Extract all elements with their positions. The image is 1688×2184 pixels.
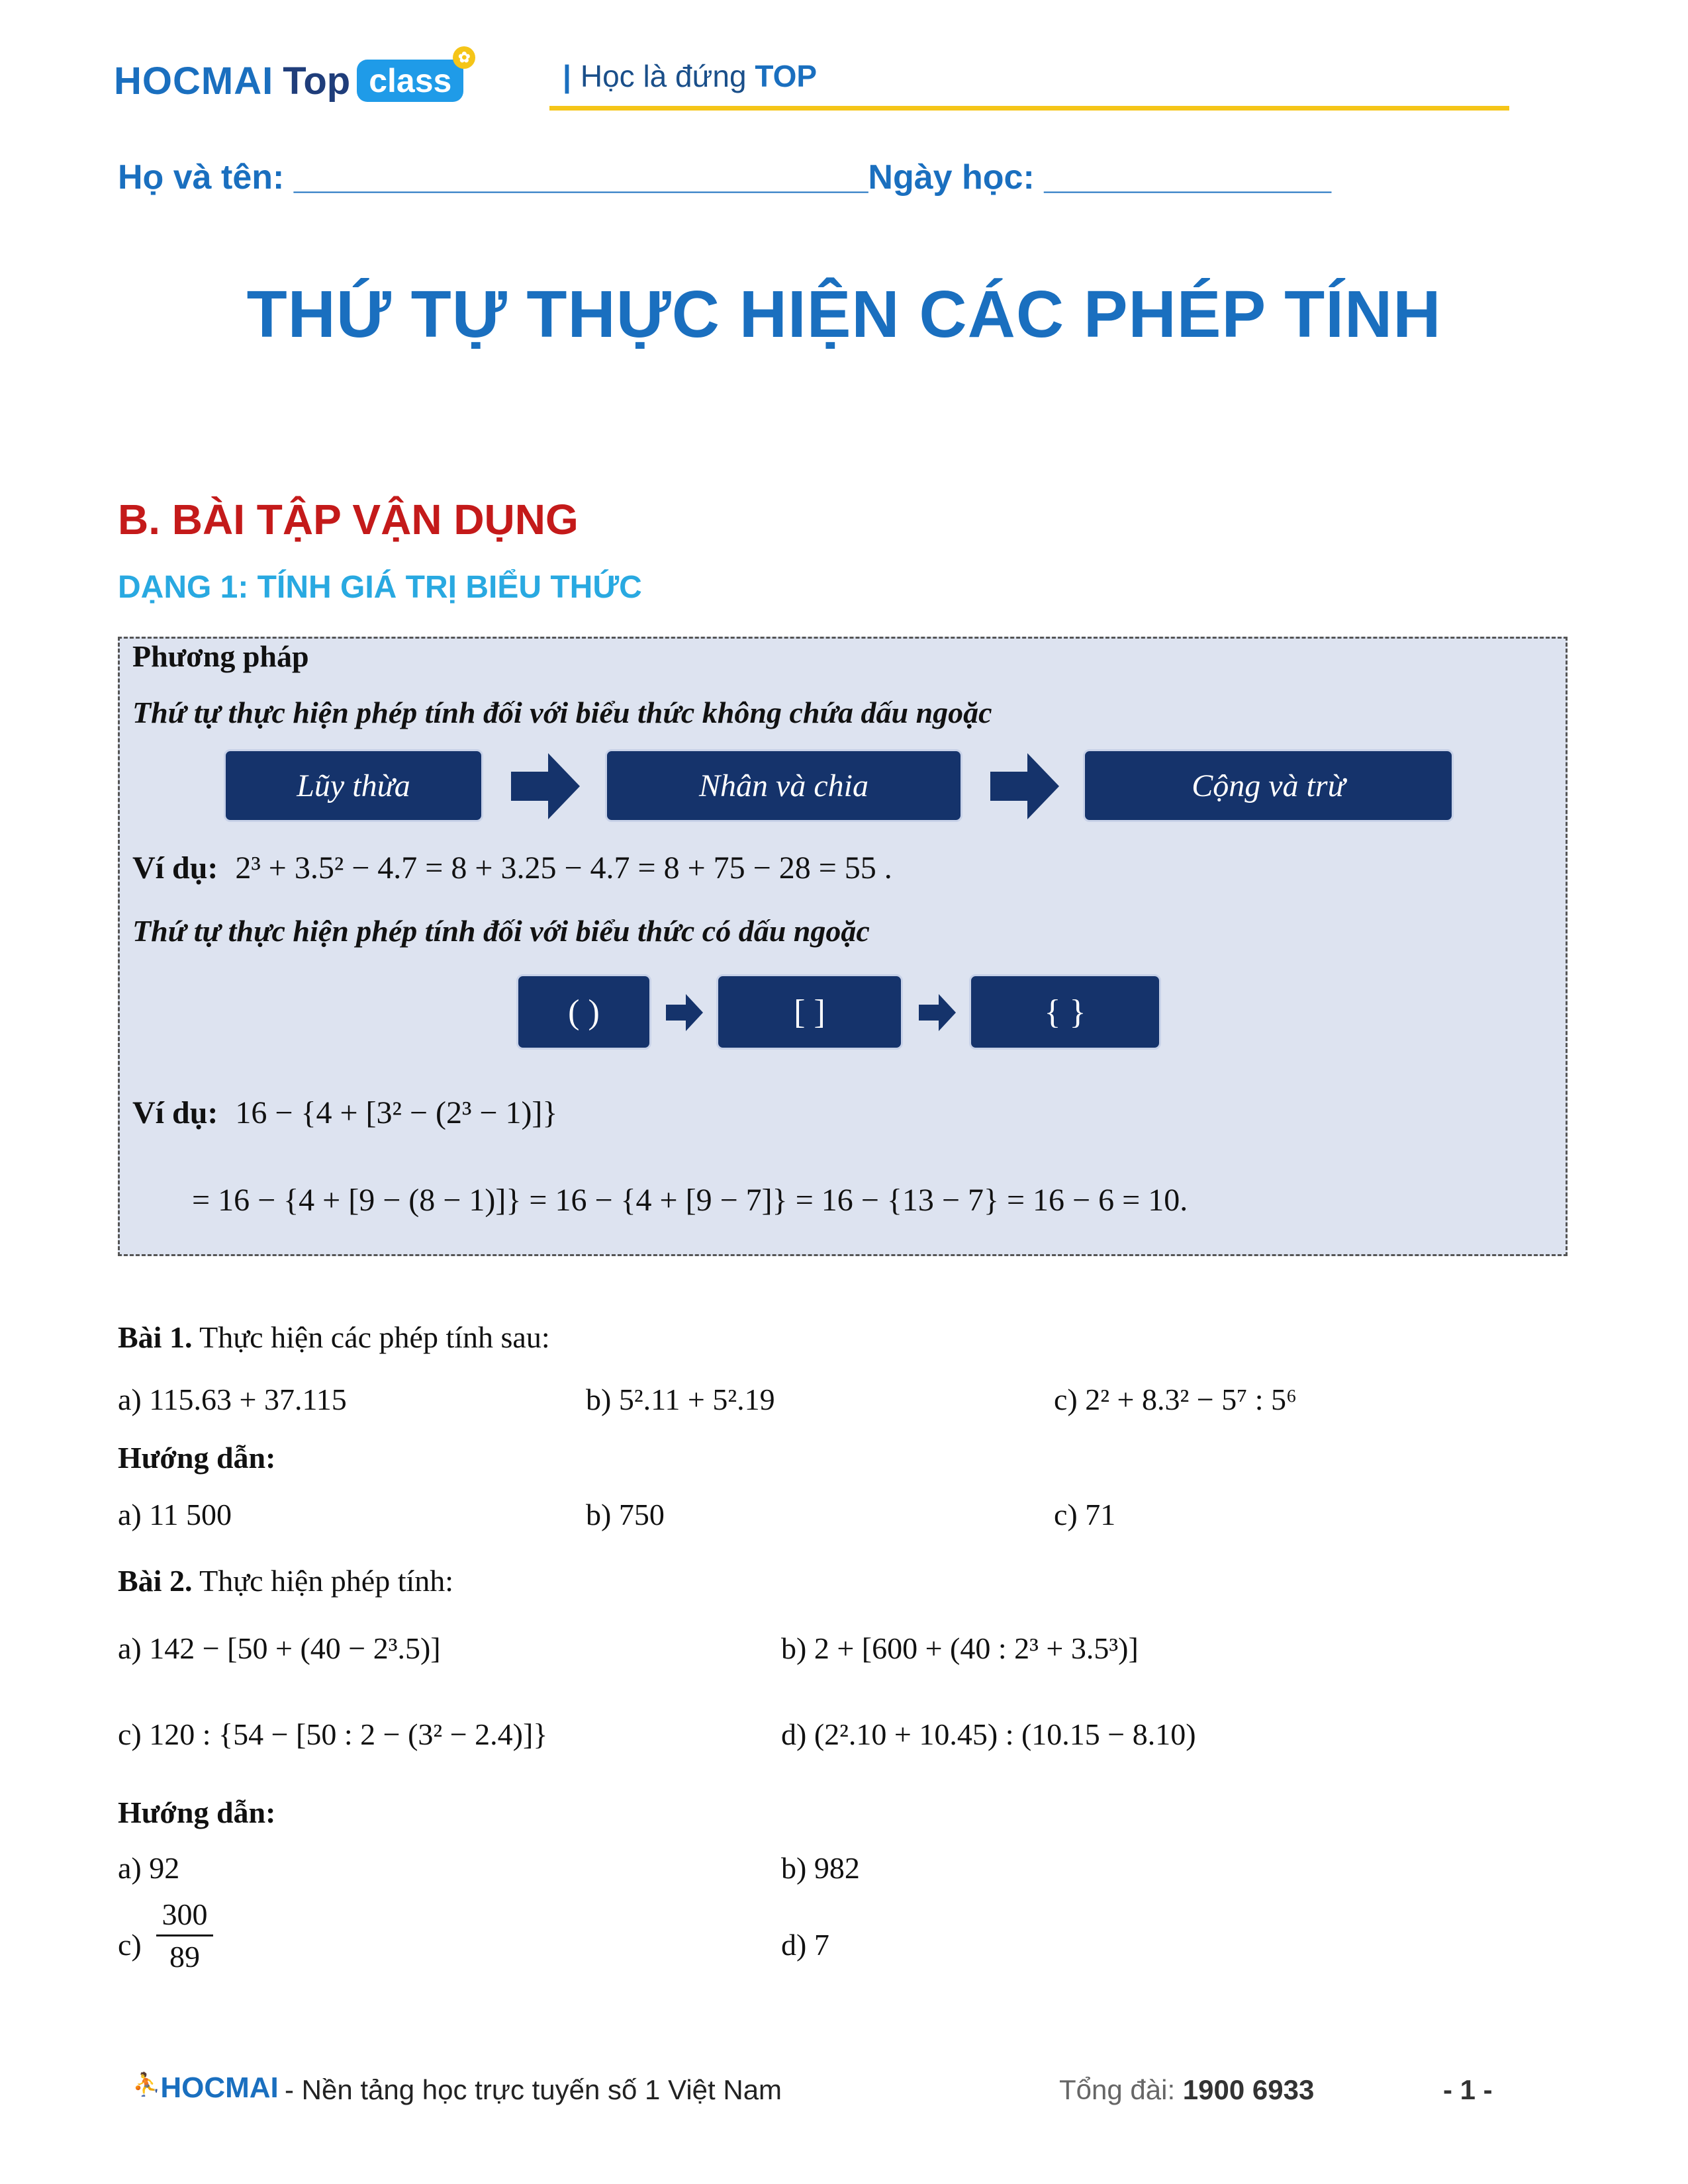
footer-logo-icon: ⛹ — [132, 2072, 161, 2097]
fraction-denominator: 89 — [169, 1940, 200, 1974]
arrow-right-icon — [919, 994, 956, 1034]
exercise-1-answer-a: a) 11 500 — [118, 1498, 232, 1531]
bracket-box-curly: { } — [969, 974, 1161, 1050]
exercise-2-item-a: a) 142 − [50 + (40 − 2³.5)] — [118, 1631, 441, 1665]
fraction-numerator: 300 — [162, 1897, 208, 1931]
exercise-2-heading — [118, 1563, 453, 1598]
name-date-row: Họ và tên: ______________________________Ngày học: _______________ — [118, 158, 1332, 197]
tagline-top: TOP — [755, 59, 818, 93]
exercise-1-item-a: a) 115.63 + 37.115 — [118, 1383, 347, 1416]
hotline-label: Tổng đài: — [1059, 2074, 1176, 2105]
exercise-2-text: Thực hiện phép tính: — [199, 1564, 454, 1598]
exercise-2-answer-b: b) 982 — [781, 1851, 860, 1885]
footer-tagline: - Nền tảng học trực tuyến số 1 Việt Nam — [285, 2074, 782, 2105]
fraction-bar — [156, 1934, 213, 1936]
exercise-1-item-c: c) 2² + 8.3² − 5⁷ : 5⁶ — [1054, 1383, 1297, 1416]
footer-hotline — [1059, 2074, 1314, 2106]
exercise-1-answer-b: b) 750 — [586, 1498, 665, 1531]
exercise-1-answer-c: c) 71 — [1054, 1498, 1116, 1531]
exercise-2-answer-c-label: c) — [118, 1928, 142, 1962]
tagline-text: Học là đứng — [580, 59, 747, 93]
exercise-1-label: Bài 1. — [118, 1320, 193, 1354]
hocmai-topclass-logo — [114, 49, 471, 107]
exercise-2-answer-d: d) 7 — [781, 1928, 829, 1962]
star-icon: ✿ — [453, 46, 475, 69]
example-label: Ví dụ: — [132, 1095, 218, 1130]
method-rule-1: Thứ tự thực hiện phép tính đối với biểu thức không chứa dấu ngoặc — [132, 696, 992, 729]
subsection-heading: DẠNG 1: TÍNH GIÁ TRỊ BIỂU THỨC — [118, 570, 642, 605]
logo-top-text: Top — [283, 59, 351, 103]
example-2-line-1 — [132, 1095, 557, 1131]
tagline — [563, 58, 817, 94]
hotline-number: 1900 6933 — [1182, 2074, 1315, 2105]
exercise-2-answer-a: a) 92 — [118, 1851, 180, 1885]
step-box-luy-thua: Lũy thừa — [224, 749, 483, 822]
arrow-right-icon — [511, 753, 580, 823]
example-label: Ví dụ: — [132, 850, 218, 886]
arrow-right-icon — [666, 994, 703, 1034]
logo-class-badge — [357, 49, 471, 102]
method-rule-2: Thứ tự thực hiện phép tính đối với biểu thức có dấu ngoặc — [132, 914, 870, 948]
exercise-1-guide-label: Hướng dẫn: — [118, 1441, 276, 1475]
tagline-bar: | — [563, 59, 571, 93]
bracket-box-round: ( ) — [516, 974, 651, 1050]
step-box-cong-tru: Cộng và trừ — [1083, 749, 1454, 822]
exercise-1-text: Thực hiện các phép tính sau: — [199, 1320, 550, 1354]
section-heading: B. BÀI TẬP VẬN DỤNG — [118, 496, 579, 543]
footer-logo — [132, 2071, 279, 2105]
example-1 — [132, 850, 892, 886]
example-1-expression: 2³ + 3.5² − 4.7 = 8 + 3.25 − 4.7 = 8 + 75 − 28 = 55 . — [235, 850, 892, 886]
logo-hocmai-text: HOCMAI — [114, 59, 274, 103]
exercise-2-item-b: b) 2 + [600 + (40 : 2³ + 3.5³)] — [781, 1631, 1139, 1665]
exercise-2-item-c: c) 120 : {54 − [50 : 2 − (3² − 2.4)]} — [118, 1717, 548, 1751]
exercise-1-item-b: b) 5².11 + 5².19 — [586, 1383, 775, 1416]
footer-logo-text: HOCMAI — [160, 2071, 279, 2104]
example-2-line-2: = 16 − {4 + [9 − (8 − 1)]} = 16 − {4 + [9 − 7]} = 16 − {13 − 7} = 16 − 6 = 10. — [192, 1183, 1188, 1218]
method-heading: Phương pháp — [132, 639, 309, 673]
exercise-2-label: Bài 2. — [118, 1564, 193, 1598]
example-2-expression: 16 − {4 + [3² − (2³ − 1)]} — [235, 1095, 558, 1130]
step-box-nhan-chia: Nhân và chia — [605, 749, 962, 822]
page-number: - 1 - — [1443, 2074, 1493, 2105]
fraction-300-89 — [156, 1897, 213, 1974]
logo-class-text: class — [369, 62, 452, 99]
header-divider — [549, 106, 1509, 111]
arrow-right-icon — [990, 753, 1059, 823]
page-title: THỨ TỰ THỰC HIỆN CÁC PHÉP TÍNH — [246, 277, 1442, 351]
exercise-1-heading — [118, 1320, 550, 1355]
bracket-box-square: [ ] — [716, 974, 903, 1050]
exercise-2-guide-label: Hướng dẫn: — [118, 1796, 276, 1829]
exercise-2-item-d: d) (2².10 + 10.45) : (10.15 − 8.10) — [781, 1717, 1196, 1751]
